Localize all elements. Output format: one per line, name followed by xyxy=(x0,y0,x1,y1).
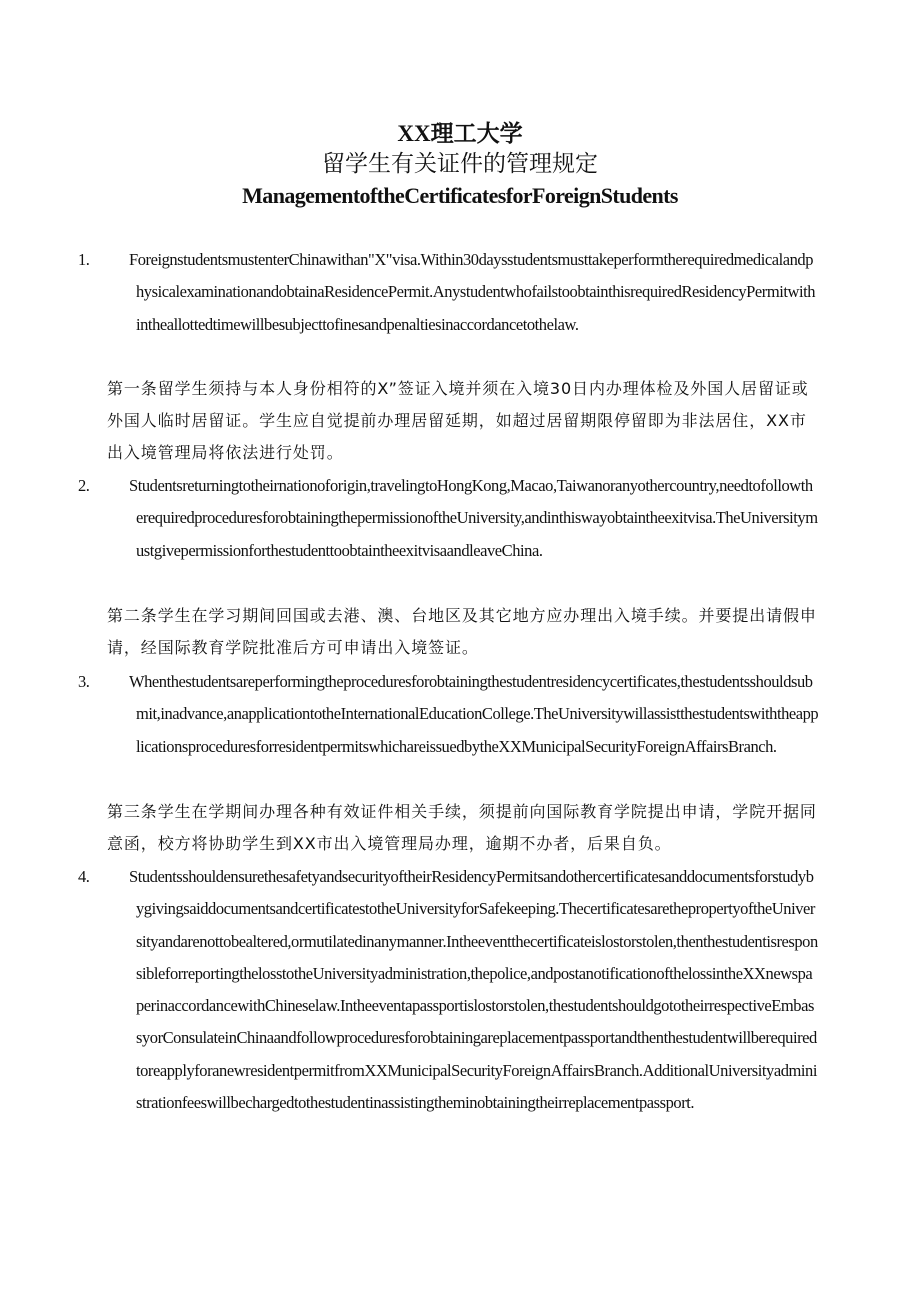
article-1-english-text: ForeignstudentsmustenterChinawithan"X"visa.Within30daysstudentsmusttakeperformtherequiredmedicalandphysicalexaminationandobtainaResidencePermit.AnystudentwhofailstoobtainthisrequiredResidencyPermitwithintheallottedtimewillbesubjecttofinesandpenaltiesinaccordancetothelaw. xyxy=(129,250,816,334)
article-3-english xyxy=(78,666,819,763)
document-header xyxy=(0,118,920,211)
article-2-number: 2. xyxy=(78,476,90,495)
article-4-english xyxy=(78,861,819,1119)
article-1-chinese: 第一条留学生须持与本人身份相符的X”签证入境并须在入境30日内办理体检及外国人居留证或外国人临时居留证。学生应自觉提前办理居留延期，如超过居留期限停留即为非法居住，XX市出入境管理局将依法进行处罚。 xyxy=(107,379,809,462)
article-3-number: 3. xyxy=(78,672,90,691)
article-4-number: 4. xyxy=(78,867,90,886)
article-1-english xyxy=(78,244,819,341)
article-2-english-text: Studentsreturningtotheirnationoforigin,travelingtoHongKong,Macao,Taiwanoranyothercountry,needtofollowtherequiredproceduresforobtainingthepermissionoftheUniversity,andinthiswayobtaintheexitvisa.TheUniversitymustgivepermissionforthestudenttoobtaintheexitvisaandleaveChina. xyxy=(129,476,818,560)
article-4-english-text: StudentsshouldensurethesafetyandsecurityoftheirResidencyPermitsandothercertificatesanddocumentsforstudybygivingsaiddocumentsandcertificatestotheUniversityforSafekeeping.ThecertificatesarethepropertyoftheUniversityandarenottobealtered,ormutilatedinanymanner.Intheeventthecertificateislostorstolen,thenthestudentisresponsibleforreportingthelosstotheUniversityadministration,thepolice,andpostanotificationofthelossintheXXnewspaperinaccordancewithChineselaw.Intheeventapassportislostorstolen,thestudentshouldgototheirrespectiveEmbassyorConsulateinChinaandfollowproceduresforobtainingareplacementpassportandthenthestudentwillberequiredtoreapplyforanewresidentpermitfromXXMunicipalSecurityForeignAffairsBranch.AdditionalUniversityadministrationfeeswillbechargedtothestudentinassistingtheminobtainingtheirreplacementpassport. xyxy=(129,867,818,1113)
article-1-number: 1. xyxy=(78,250,90,269)
school-name: XX理工大学 xyxy=(397,121,523,146)
article-3-english-text: Whenthestudentsareperformingtheproceduresforobtainingthestudentresidencycertificates,thestudentsshouldsubmit,inadvance,anapplicationtotheInternationalEducationCollege.TheUniversitywillassistthestudentswiththeapplicationsproceduresforresidentpermitswhichareissuedbytheXXMunicipalSecurityForeignAffairsBranch. xyxy=(129,672,819,756)
article-2-chinese: 第二条学生在学习期间回国或去港、澳、台地区及其它地方应办理出入境手续。并要提出请假申请，经国际教育学院批准后方可申请出入境签证。 xyxy=(107,606,817,657)
article-2-english xyxy=(78,470,819,567)
english-title: ManagementoftheCertificatesforForeignStudents xyxy=(242,183,678,208)
chinese-title: 留学生有关证件的管理规定 xyxy=(322,151,598,177)
article-3-chinese: 第三条学生在学期间办理各种有效证件相关手续，须提前向国际教育学院提出申请，学院开据同意函，校方将协助学生到XX市出入境管理局办理，逾期不办者，后果自负。 xyxy=(107,802,817,853)
